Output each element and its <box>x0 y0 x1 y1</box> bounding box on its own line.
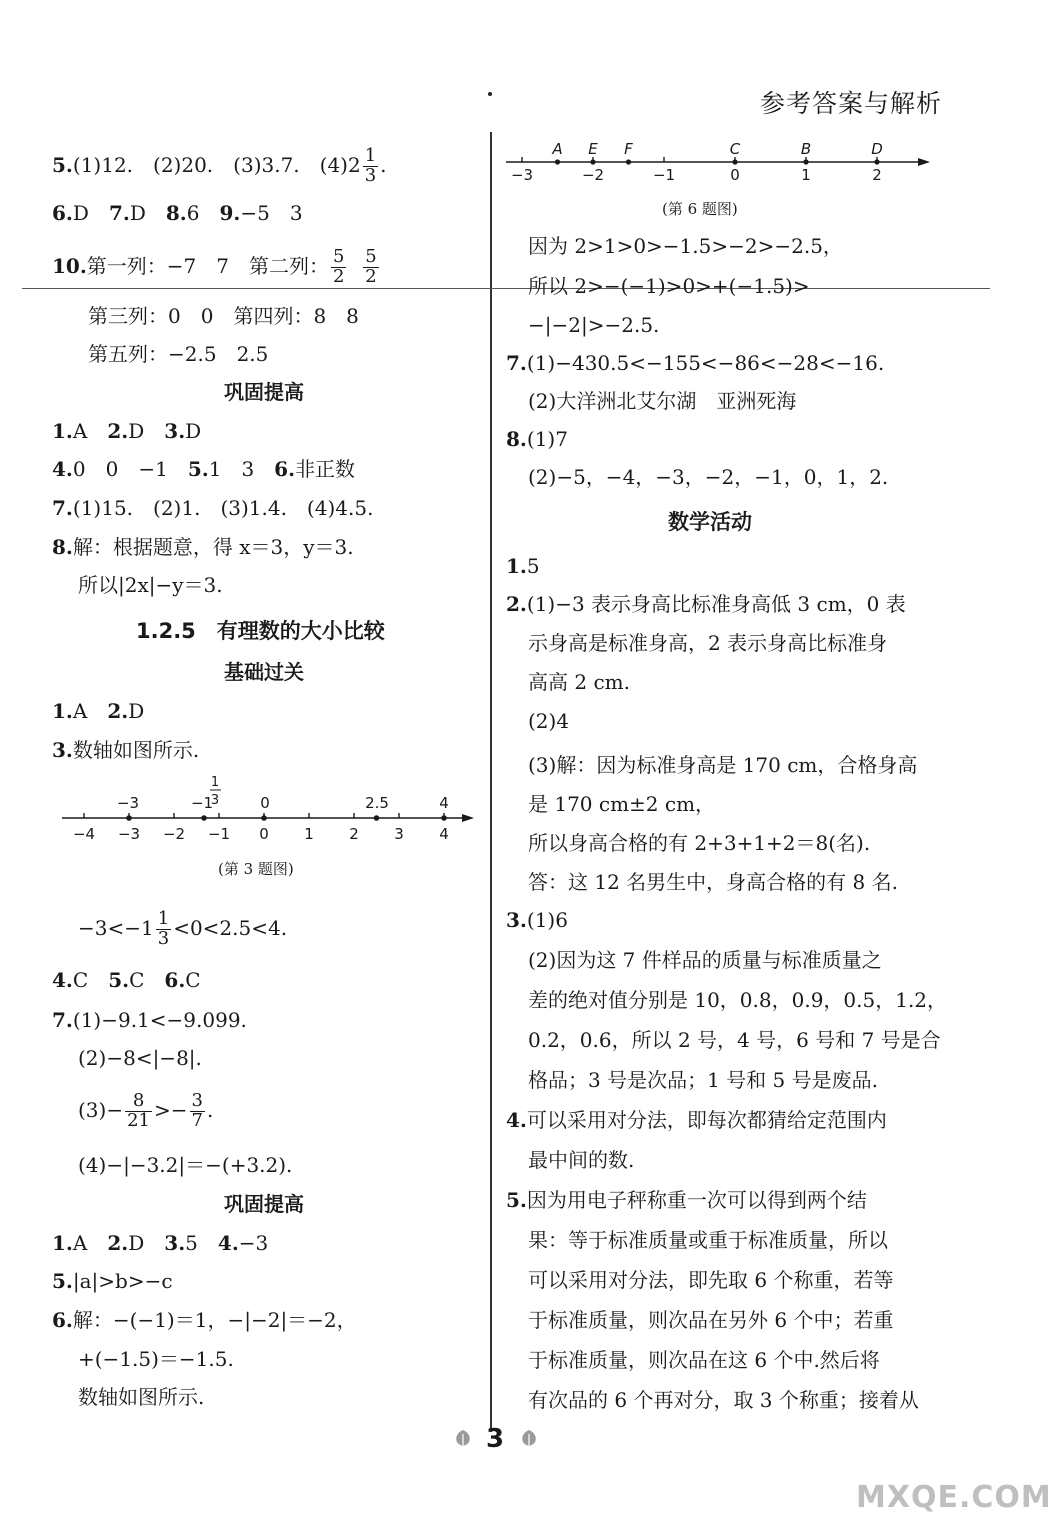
answer-line: (2)大洋洲北艾尔湖 亚洲死海 <box>528 389 797 413</box>
answer-line: 高高 2 cm. <box>528 670 630 694</box>
fold-line <box>22 288 990 289</box>
answer-line: 1.A 2.D 3.5 4.−3 <box>52 1231 269 1255</box>
answer-line: −|−2|>−2.5. <box>528 313 660 337</box>
point-dot <box>590 159 595 164</box>
tick-label: 0 <box>259 825 269 843</box>
subsection-title: 巩固提高 <box>224 1192 304 1216</box>
figure-caption: (第 3 题图) <box>218 860 294 878</box>
answer-line: 所以身高合格的有 2+3+1+2＝8(名). <box>528 831 871 855</box>
point-letter: C <box>729 140 741 158</box>
answer-line: 7.(1)15. (2)1. (3)1.4. (4)4.5. <box>52 496 374 520</box>
point-label: −3 <box>116 794 140 812</box>
tick-label: 2 <box>872 166 882 184</box>
point-label: 2.5 <box>365 794 389 812</box>
point-letter: B <box>800 140 812 158</box>
tick-label: 4 <box>439 825 449 843</box>
answer-line: (3)− $\frac{8}{21}$ >− $\frac{3}{7}$ . <box>78 1090 214 1131</box>
point-dot <box>441 815 447 821</box>
answer-line: 果：等于标准质量或重于标准质量，所以 <box>528 1228 888 1252</box>
point-dot <box>261 815 267 821</box>
point-letter: E <box>588 140 598 158</box>
answer-line: 5.|a|>b>−c <box>52 1269 173 1293</box>
point-letter: F <box>624 140 633 158</box>
header-dot <box>488 92 492 96</box>
tick-label: −4 <box>72 825 96 843</box>
answer-line: 0.2，0.6，所以 2 号，4 号，6 号和 7 号是合 <box>528 1028 941 1052</box>
section-title: 1.2.5 有理数的大小比较 <box>136 619 385 643</box>
tick-label: −3 <box>510 166 534 184</box>
point-dot <box>874 159 879 164</box>
fraction: $\frac{1}{3}$ <box>364 145 377 186</box>
point-dot <box>732 159 737 164</box>
inequality-line: −3<−1 $\frac{1}{3}$ <0<2.5<4. <box>78 908 288 949</box>
answer-line: 数轴如图所示. <box>78 1385 205 1409</box>
answer-line: 于标准质量，则次品在另外 6 个中；若重 <box>528 1308 894 1332</box>
answer-line: 4.C 5.C 6.C <box>52 968 201 992</box>
point-label: 4 <box>439 794 449 812</box>
answer-line: 8.(1)7 <box>506 427 568 451</box>
answer-line: 3.(1)6 <box>506 908 568 932</box>
answer-line: 7.(1)−9.1<−9.099. <box>52 1008 247 1032</box>
answer-line: 4.可以采用对分法，即每次都猜给定范围内 <box>506 1108 887 1132</box>
answer-line: 所以|2x|−y＝3. <box>78 573 223 597</box>
answer-line-10-col5: 第五列：−2.5 2.5 <box>88 342 269 366</box>
answer-line: 5.因为用电子秤称重一次可以得到两个结 <box>506 1188 867 1212</box>
answer-line: (2)因为这 7 件样品的质量与标准质量之 <box>528 948 882 972</box>
tick-label: 0 <box>730 166 740 184</box>
tick-label: 1 <box>304 825 314 843</box>
answer-line: (2)−8<|−8|. <box>78 1046 202 1070</box>
answer-line: (3)解：因为标准身高是 170 cm，合格身高 <box>528 753 918 777</box>
number-line-figure-3 <box>56 768 480 846</box>
point-dot <box>201 815 207 821</box>
answer-line: 6.解：−(−1)＝1，−|−2|＝−2， <box>52 1308 357 1332</box>
tick-label: 1 <box>801 166 811 184</box>
point-dot <box>374 815 380 821</box>
answer-line-10-col3: 第三列：0 0 第四列：8 8 <box>88 304 359 328</box>
point-dot <box>626 159 631 164</box>
answer-line: 答：这 12 名男生中，身高合格的有 8 名. <box>528 870 898 894</box>
tick-label: −1 <box>652 166 676 184</box>
point-dot <box>126 815 132 821</box>
page-number: 3 <box>486 1424 505 1454</box>
point-dot <box>803 159 808 164</box>
axis-arrow <box>918 158 930 166</box>
tick-label: −2 <box>162 825 186 843</box>
answer-line: 可以采用对分法，即先取 6 个称重，若等 <box>528 1268 894 1292</box>
answer-line: 4.0 0 −1 5.1 3 6.非正数 <box>52 457 356 481</box>
answer-line: (4)−|−3.2|＝−(+3.2). <box>78 1153 293 1177</box>
point-label-frac-num: 1 <box>210 775 220 790</box>
point-letter: D <box>871 140 883 158</box>
figure-caption: (第 6 题图) <box>662 200 738 218</box>
point-label: −1 <box>190 794 214 812</box>
answer-line: 1.A 2.D 3.D <box>52 419 202 443</box>
answer-line: 3.数轴如图所示. <box>52 738 200 762</box>
page-header-title: 参考答案与解析 <box>760 89 943 118</box>
section-title: 数学活动 <box>668 510 752 534</box>
point-letter: A <box>552 140 563 158</box>
answer-line: 所以 2>−(−1)>0>+(−1.5)> <box>528 274 810 298</box>
subsection-title: 基础过关 <box>224 660 304 684</box>
answer-line: +(−1.5)＝−1.5. <box>78 1347 234 1371</box>
answer-line: 示身高是标准身高，2 表示身高比标准身 <box>528 631 888 655</box>
point-label: 0 <box>260 794 270 812</box>
answer-line: (2)4 <box>528 709 570 733</box>
tick-label: 2 <box>349 825 359 843</box>
answer-line: 2.(1)−3 表示身高比标准身高低 3 cm，0 表 <box>506 592 906 616</box>
fraction: $\frac{5}{2}$ <box>333 246 345 287</box>
answer-line: (2)−5，−4，−3，−2，−1，0，1，2. <box>528 465 889 489</box>
answer-line: 是 170 cm±2 cm， <box>528 792 716 816</box>
subsection-title: 巩固提高 <box>224 380 304 404</box>
axis-arrow <box>462 814 474 822</box>
point-label-frac-den: 3 <box>210 793 220 808</box>
answer-line: 于标准质量，则次品在这 6 个中.然后将 <box>528 1348 880 1372</box>
number-line-figure-6 <box>500 132 940 184</box>
answer-line: 有次品的 6 个再对分，取 3 个称重；接着从 <box>528 1388 919 1412</box>
leaf-icon <box>452 1428 474 1448</box>
answer-line: 7.(1)−430.5<−155<−86<−28<−16. <box>506 351 885 375</box>
answer-line: 1.5 <box>506 554 540 578</box>
answer-line-5: 5.(1)12. (2)20. (3)3.7. (4)2 $\frac{1}{3}$ . <box>52 145 387 186</box>
fraction: $\frac{1}{3}$ <box>157 908 170 949</box>
tick-label: −3 <box>117 825 141 843</box>
leaf-icon <box>518 1428 540 1448</box>
fraction: $\frac{8}{21}$ <box>127 1090 150 1131</box>
tick-label: 3 <box>394 825 404 843</box>
watermark: MXQE.COM <box>856 1480 1052 1515</box>
answer-line-6-9: 6.D 7.D 8.6 9.−5 3 <box>52 201 303 225</box>
tick-label: −2 <box>581 166 605 184</box>
column-divider <box>490 132 492 1432</box>
answer-line: 格品；3 号是次品；1 号和 5 号是废品. <box>528 1068 878 1092</box>
answer-line: 1.A 2.D <box>52 699 145 723</box>
tick-label: −1 <box>207 825 231 843</box>
fraction: $\frac{3}{7}$ <box>191 1090 203 1131</box>
answer-line: 因为 2>1>0>−1.5>−2>−2.5， <box>528 234 843 258</box>
answer-line: 差的绝对值分别是 10，0.8，0.9，0.5，1.2， <box>528 988 948 1012</box>
answer-line: 最中间的数. <box>528 1148 635 1172</box>
fraction: $\frac{5}{2}$ <box>365 246 377 287</box>
answer-line: 8.解：根据题意，得 x＝3，y＝3. <box>52 535 354 559</box>
answer-line-10: 10.第一列：−7 7 第二列： $\frac{5}{2}$ $\frac{5}{2}$ <box>52 246 377 287</box>
point-dot <box>555 159 560 164</box>
